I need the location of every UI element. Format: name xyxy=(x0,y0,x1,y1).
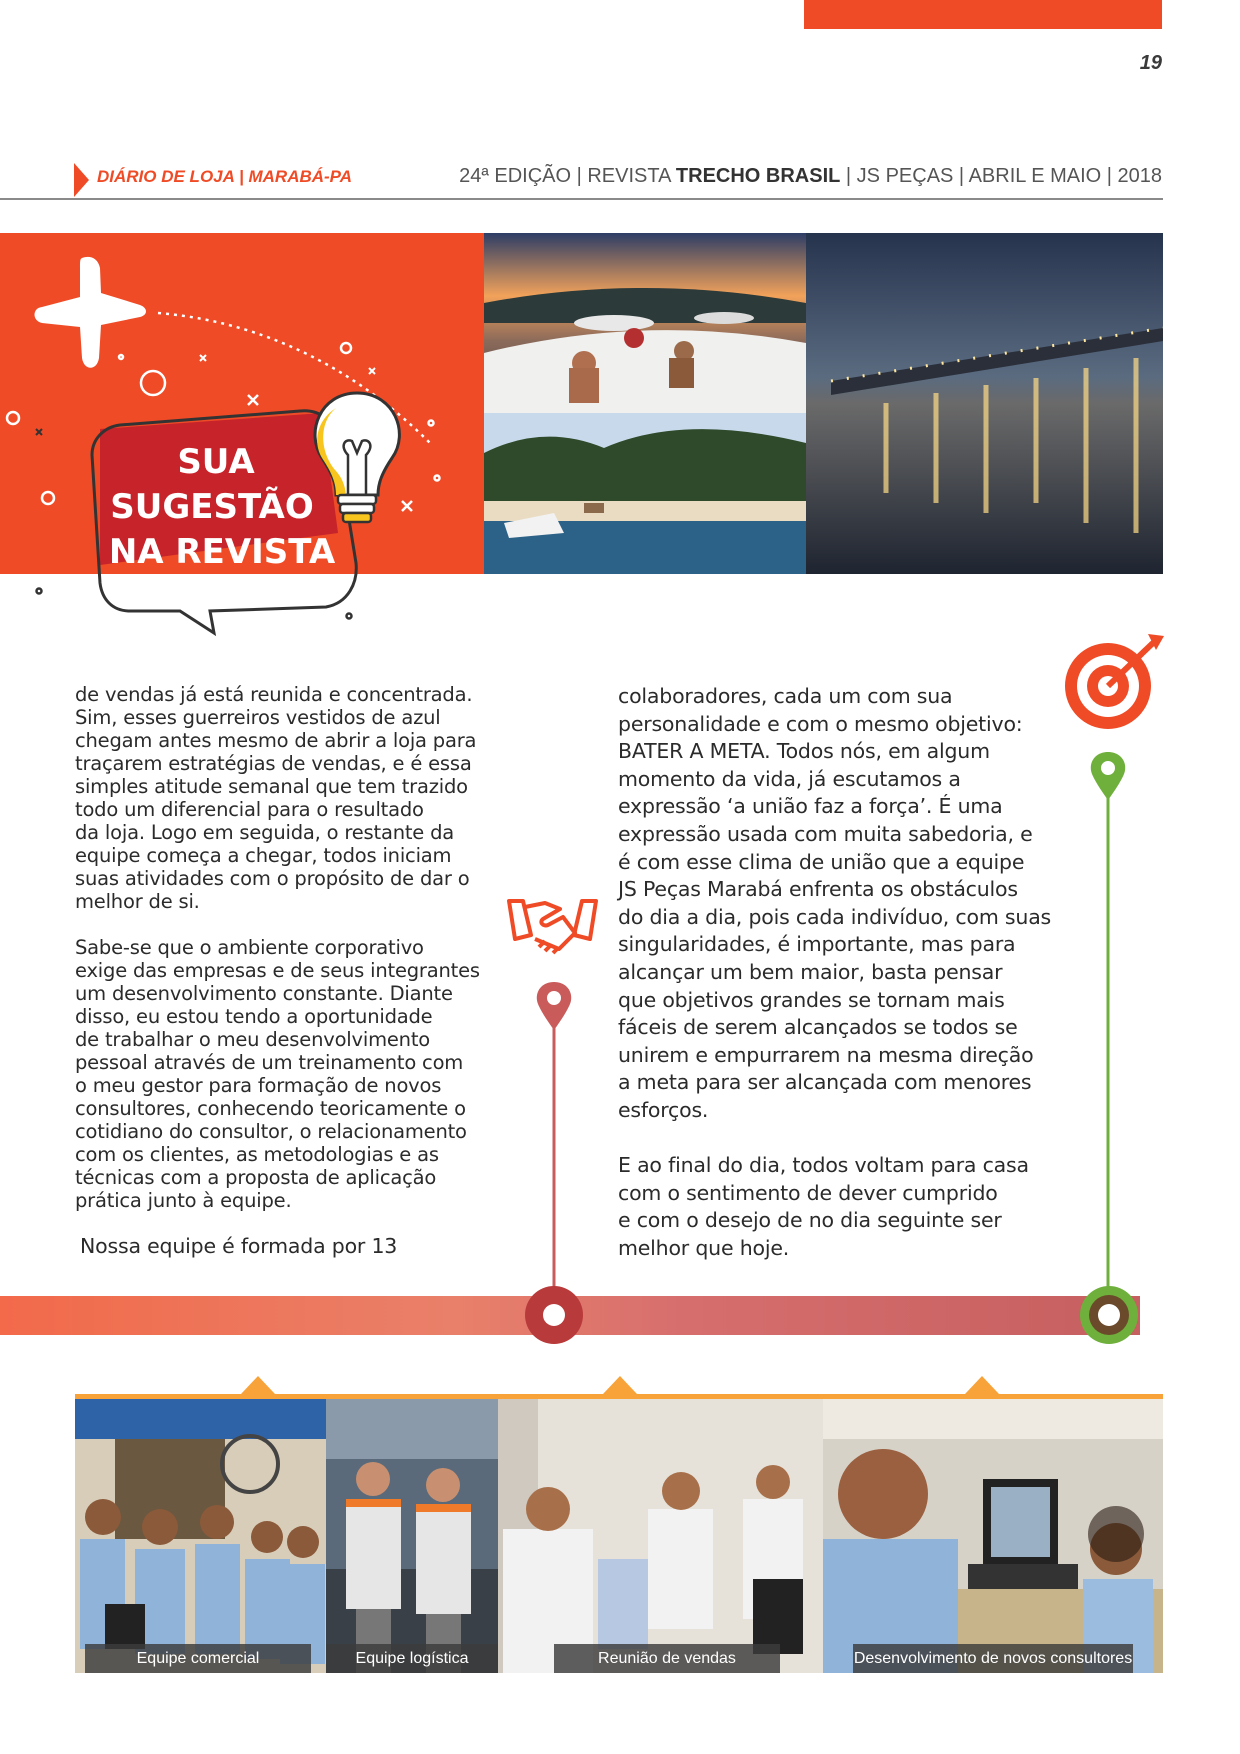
photo-bridge-night xyxy=(806,233,1163,574)
map-pin-icon xyxy=(530,980,580,1290)
article-right-column: colaboradores, cada um com sua personalidade e com o mesmo objetivo: BATER A META. Todos nós, em algum momento da vida, já escutamos a expressão ‘a união faz a força’. É uma expressão usada com muita sabedoria, e é com esse clima de união que a equipe JS Peças Marabá enfrenta os obstáculos do dia a dia, pois cada indivíduo, com suas singularidades, é importante, mas para alcançar um bem maior, basta pensar que objetivos grandes se tornam mais fáceis de serem alcançados se todos se unirem e empurrarem na mesma direção a meta para ser alcançada com menores esforços. E ao final do dia, todos voltam para casa com o sentimento de dever cumprido e com o desejo de no dia seguinte ser melhor que hoje. xyxy=(618,684,1052,1260)
photo-equipe-logistica xyxy=(326,1399,498,1673)
page-number: 19 xyxy=(1139,52,1162,74)
photo-bridge-night-graphic xyxy=(806,233,1163,574)
photo-novos-consultores-graphic xyxy=(823,1399,1163,1673)
caption-equipe-comercial: Equipe comercial xyxy=(85,1644,311,1673)
suggestion-banner xyxy=(0,233,484,574)
photo-reuniao-vendas xyxy=(498,1399,823,1673)
edition-prefix: 24ª EDIÇÃO | REVISTA xyxy=(459,165,676,187)
caption-equipe-logistica: Equipe logística xyxy=(326,1644,498,1673)
photo-boats-party-graphic xyxy=(484,233,806,413)
section-marker-icon xyxy=(74,163,89,197)
top-accent-bar xyxy=(804,0,1162,29)
banner-line-2: SUGESTÃO xyxy=(110,487,314,527)
timeline-node-green-dot xyxy=(1098,1304,1120,1326)
article-left-column: de vendas já está reunida e concentrada. Sim, esses guerreiros vestidos de azul chegam antes mesmo de abrir a loja para traçarem estratégias de vendas, e é essa simples atitude semanal que tem trazido todo um diferencial para o resultado da loja. Logo em seguida, o restante da equipe começa a chegar, todos iniciam suas atividades com o propósito de dar o melhor de si. Sabe-se que o ambiente corporativo exige das empresas e de seus integrantes um desenvolvimento constante. Diante disso, eu estou tendo a oportunidade de trabalhar o meu desenvolvimento pessoal através de um treinamento com o meu gestor para formação de novos consultores, conhecendo teoricamente o cotidiano do consultor, o relacionamento com os clientes, as metodologias e as técnicas com a proposta de aplicação prática junto à equipe. xyxy=(75,683,480,1212)
gallery-pointer xyxy=(965,1376,999,1394)
airplane-icon xyxy=(35,257,147,368)
caption-reuniao-vendas: Reunião de vendas xyxy=(554,1644,780,1673)
banner-line-1: SUA xyxy=(177,442,255,482)
banner-graphic xyxy=(0,233,484,653)
handshake-icon xyxy=(505,895,600,957)
edition-info xyxy=(459,165,1162,188)
article-left-closing: Nossa equipe é formada por 13 xyxy=(80,1234,398,1258)
map-pin-icon xyxy=(1084,750,1134,1300)
timeline-node-red-center xyxy=(543,1304,565,1326)
target-icon xyxy=(1062,630,1168,730)
photo-reuniao-vendas-graphic xyxy=(498,1399,823,1673)
photo-boats-party xyxy=(484,233,806,413)
photo-river-beach xyxy=(484,413,806,574)
caption-novos-consultores: Desenvolvimento de novos consultores xyxy=(853,1644,1133,1673)
photo-novos-consultores xyxy=(823,1399,1163,1673)
section-label: DIÁRIO DE LOJA | MARABÁ-PA xyxy=(97,167,353,186)
banner-line-3: NA REVISTA xyxy=(108,532,336,572)
header-divider xyxy=(0,198,1163,200)
edition-suffix: | JS PEÇAS | ABRIL E MAIO | 2018 xyxy=(840,165,1162,187)
photo-equipe-comercial xyxy=(75,1399,326,1673)
gallery-pointer xyxy=(603,1376,637,1394)
photo-river-beach-graphic xyxy=(484,413,806,574)
gallery-pointer xyxy=(241,1376,275,1394)
edition-magazine: TRECHO BRASIL xyxy=(675,165,841,187)
photo-equipe-comercial-graphic xyxy=(75,1399,326,1673)
photo-equipe-logistica-graphic xyxy=(326,1399,498,1673)
